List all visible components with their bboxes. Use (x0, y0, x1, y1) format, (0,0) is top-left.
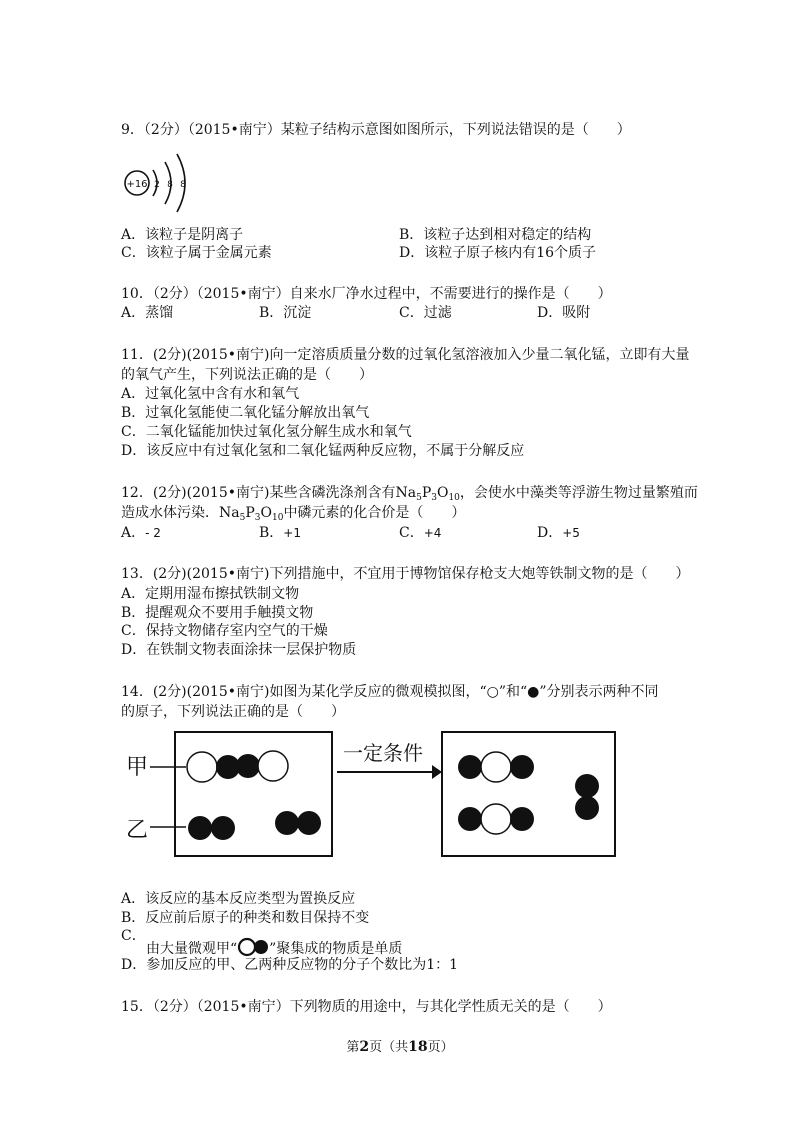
q14-option-c[interactable]: 由大量微观甲“ ”聚集成的物质是单质 (146, 937, 402, 959)
q12-option-b[interactable]: B．+1 (259, 525, 301, 541)
q10-option-a[interactable]: A．蒸馏 (121, 305, 174, 321)
q10-option-d[interactable]: D．吸附 (537, 305, 591, 321)
q12-option-c[interactable]: C．+4 (399, 525, 442, 541)
q12-formula-2: $Na_5P_3O_{10}$ (219, 505, 284, 523)
black-atom (458, 755, 482, 779)
q14-option-c-label[interactable]: C． (121, 928, 146, 944)
q9-stem: 9．（2分）（2015•南宁）某粒子结构示意图如图所示，下列说法错误的是（ ） (121, 122, 631, 138)
white-atom (481, 752, 511, 782)
black-atom (575, 796, 599, 820)
q13-option-d[interactable]: D．在铁制文物表面涂抹一层保护物质 (121, 642, 357, 658)
q11-option-c[interactable]: C．二氧化锰能加快过氧化氢分解生成水和氧气 (121, 424, 412, 440)
black-atom (297, 811, 321, 835)
white-atom (258, 751, 288, 781)
page-footer: 第2页（共18页） (346, 1039, 454, 1055)
q11-option-d[interactable]: D．该反应中有过氧化氢和二氧化锰两种反应物，不属于分解反应 (121, 443, 525, 459)
q15-stem: 15．（2分）（2015•南宁）下列物质的用途中，与其化学性质无关的是（ ） (121, 999, 612, 1015)
q9-shell1-count: 2 (154, 180, 160, 190)
page-total: 18 (408, 1039, 428, 1055)
q11-option-a[interactable]: A．过氧化氢中含有水和氧气 (121, 386, 300, 402)
q14-option-b[interactable]: B．反应前后原子的种类和数目保持不变 (121, 910, 370, 926)
white-atom (481, 804, 511, 834)
q10-stem: 10．（2分）（2015•南宁）自来水厂净水过程中，不需要进行的操作是（ ） (121, 286, 612, 302)
q14-option-d[interactable]: D．参加反应的甲、乙两种反应物的分子个数比为1：1 (121, 957, 459, 973)
q9-atom-structure-diagram (119, 150, 199, 216)
black-atom (275, 811, 299, 835)
molecule-jia-icon (237, 937, 269, 957)
black-atom (458, 807, 482, 831)
q14-option-a[interactable]: A．该反应的基本反应类型为置换反应 (121, 891, 356, 907)
label-jia: 甲 (126, 755, 149, 780)
q13-option-c[interactable]: C．保持文物储存室内空气的干燥 (121, 623, 328, 639)
q14-stem-line1: 14．(2分)(2015•南宁)如图为某化学反应的微观模拟图，“○”和“●”分别表示两种不同 (121, 684, 659, 700)
q14-stem-line2: 的原子，下列说法正确的是（ ） (121, 704, 345, 720)
q9-shell2-count: 8 (167, 180, 173, 190)
q12-option-d[interactable]: D．+5 (537, 525, 580, 541)
white-atom (187, 752, 217, 782)
q14-reaction-diagram (120, 727, 640, 862)
q12-formula: $Na_5P_3O_{10}$ (395, 485, 460, 503)
black-atom (575, 774, 599, 798)
q12-stem-line2: 造成水体污染．$Na_5P_3O_{10}$中磷元素的化合价是（ ） (121, 505, 466, 523)
black-atom (510, 807, 534, 831)
q12-option-a[interactable]: A．- 2 (121, 525, 161, 541)
black-atom (211, 816, 235, 840)
page-number: 2 (359, 1039, 370, 1055)
q13-stem: 13．(2分)(2015•南宁)下列措施中，不宜用于博物馆保存枪支大炮等铁制文物的是（ ） (121, 566, 690, 582)
q9-nucleus-charge: +16 (126, 179, 148, 190)
q9-shell3-count: 8 (180, 180, 186, 190)
q12-stem-prefix: 12．(2分)(2015•南宁)某些含磷洗涤剂含有 (121, 485, 396, 501)
q11-option-b[interactable]: B．过氧化氢能使二氧化锰分解放出氧气 (121, 405, 370, 421)
black-atom (188, 816, 212, 840)
q9-option-a[interactable]: A．该粒子是阴离子 (121, 227, 244, 243)
q11-stem-line1: 11．(2分)(2015•南宁)向一定溶质质量分数的过氧化氢溶液加入少量二氧化锰，立即有大量 (121, 347, 690, 363)
q10-option-c[interactable]: C．过滤 (399, 305, 452, 321)
label-yi: 乙 (126, 818, 149, 843)
q12-stem-suffix: ，会使水中藻类等浮游生物过量繁殖而 (459, 485, 698, 501)
q9-option-b[interactable]: B．该粒子达到相对稳定的结构 (399, 227, 592, 243)
q13-option-b[interactable]: B．提醒观众不要用手触摸文物 (121, 605, 314, 621)
q9-option-d[interactable]: D．该粒子原子核内有16个质子 (399, 245, 597, 261)
black-atom (510, 755, 534, 779)
arrow-condition-label: 一定条件 (343, 741, 423, 765)
q9-option-c[interactable]: C．该粒子属于金属元素 (121, 245, 272, 261)
q11-stem-line2: 的氧气产生，下列说法正确的是（ ） (121, 367, 373, 383)
black-atom (236, 754, 260, 778)
q13-option-a[interactable]: A．定期用湿布擦拭铁制文物 (121, 586, 300, 602)
q10-option-b[interactable]: B．沉淀 (259, 305, 312, 321)
